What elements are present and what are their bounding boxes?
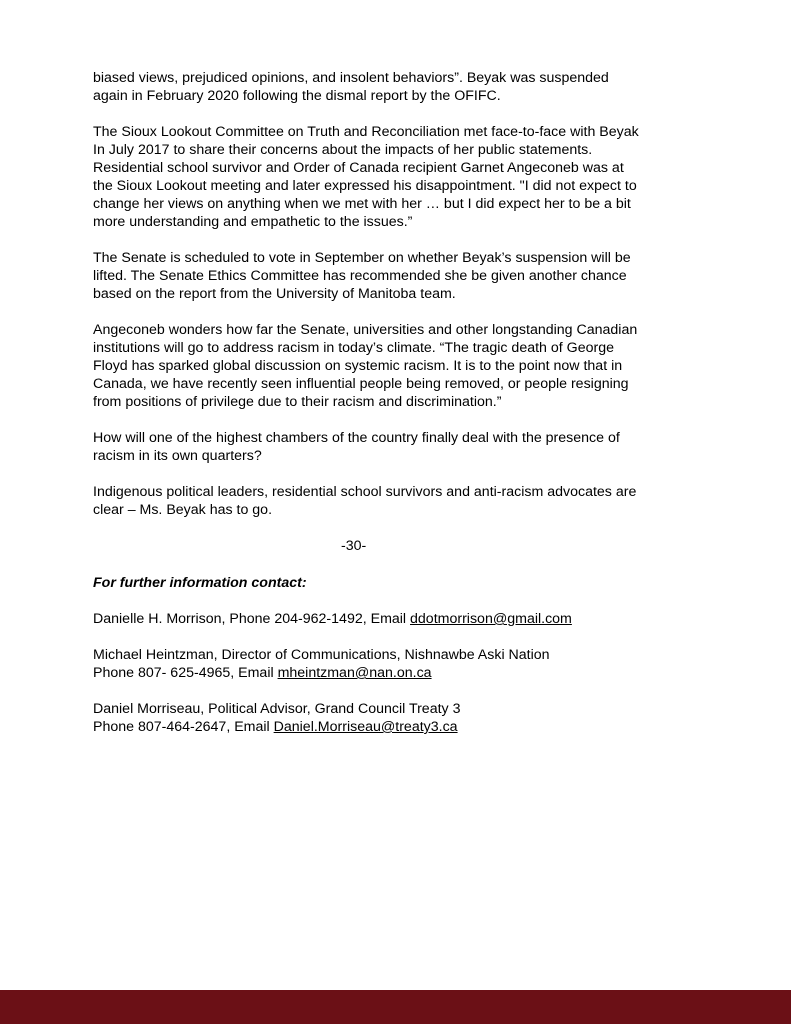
text-line: again in February 2020 following the dismal report by the OFIFC.	[93, 88, 501, 104]
text-line: How will one of the highest chambers of the country finally deal with the presence of	[93, 430, 620, 446]
text-line: biased views, prejudiced opinions, and insolent behaviors”. Beyak was suspended	[93, 70, 609, 86]
contact-text: Phone 807-464-2647, Email	[93, 719, 274, 735]
contact-entry	[93, 646, 693, 682]
paragraph-senate-vote	[93, 249, 693, 303]
end-marker: -30-	[341, 538, 367, 554]
contact-entry	[93, 700, 693, 736]
text-line: lifted. The Senate Ethics Committee has recommended she be given another chance	[93, 268, 627, 284]
text-line: The Senate is scheduled to vote in September on whether Beyak’s suspension will be	[93, 250, 631, 266]
contact-line	[93, 718, 693, 736]
footer-bar	[0, 990, 791, 1024]
paragraph-sioux-lookout	[93, 123, 693, 231]
text-line: Indigenous political leaders, residential school survivors and anti-racism advocates are	[93, 484, 637, 500]
contact-heading: For further information contact:	[93, 575, 307, 591]
text-line: more understanding and empathetic to the issues.”	[93, 214, 413, 230]
text-line: In July 2017 to share their concerns about the impacts of her public statements.	[93, 142, 593, 158]
text-line: Canada, we have recently seen influential people being removed, or people resigning	[93, 376, 629, 392]
text-line: clear – Ms. Beyak has to go.	[93, 502, 273, 518]
text-line: change her views on anything when we met with her … but I did expect her to be a bit	[93, 196, 631, 212]
contact-line	[93, 610, 693, 628]
text-line: institutions will go to address racism in today’s climate. “The tragic death of George	[93, 340, 614, 356]
text-line: racism in its own quarters?	[93, 448, 262, 464]
contact-text: Phone 807- 625-4965, Email	[93, 665, 278, 681]
contact-line: Michael Heintzman, Director of Communications, Nishnawbe Aski Nation	[93, 647, 550, 663]
text-line: The Sioux Lookout Committee on Truth and Reconciliation met face-to-face with Beyak	[93, 124, 639, 140]
text-line: Angeconeb wonders how far the Senate, universities and other longstanding Canadian	[93, 322, 638, 338]
paragraph-question	[93, 429, 693, 465]
text-line: based on the report from the University of Manitoba team.	[93, 286, 456, 302]
document-body	[93, 69, 693, 754]
text-line: the Sioux Lookout meeting and later expressed his disappointment. "I did not expect to	[93, 178, 637, 194]
text-line: from positions of privilege due to their racism and discrimination.”	[93, 394, 502, 410]
contact-line: Daniel Morriseau, Political Advisor, Grand Council Treaty 3	[93, 701, 461, 717]
text-line: Floyd has sparked global discussion on systemic racism. It is to the point now that in	[93, 358, 623, 374]
contact-line	[93, 664, 693, 682]
contact-text: Danielle H. Morrison, Phone 204-962-1492, Email	[93, 611, 411, 627]
email-link[interactable]: mheintzman@nan.on.ca	[277, 665, 432, 681]
paragraph-suspension	[93, 69, 693, 105]
text-line: Residential school survivor and Order of Canada recipient Garnet Angeconeb was at	[93, 160, 624, 176]
email-link[interactable]: Daniel.Morriseau@treaty3.ca	[273, 719, 458, 735]
email-link[interactable]: ddotmorrison@gmail.com	[410, 611, 572, 627]
paragraph-conclusion	[93, 483, 693, 519]
paragraph-angeconeb-quote	[93, 321, 693, 411]
contact-entry	[93, 610, 693, 628]
